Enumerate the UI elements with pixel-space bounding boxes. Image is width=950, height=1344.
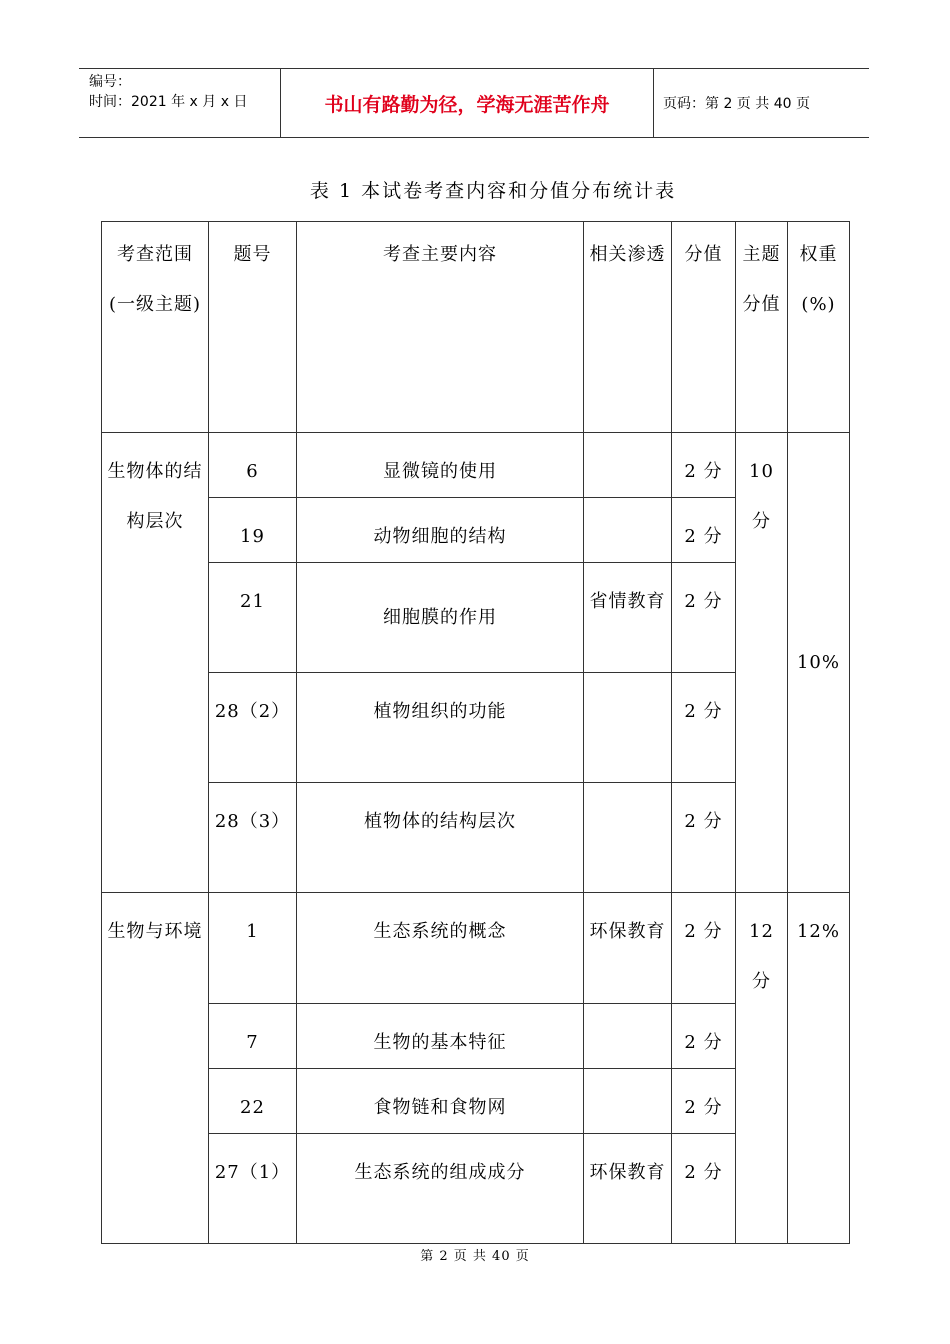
score-cell: 2 分 — [672, 563, 736, 673]
related-cell — [584, 1069, 672, 1134]
question-number-cell: 22 — [209, 1069, 297, 1134]
related-cell — [584, 498, 672, 563]
header-question-number: 题号 — [209, 222, 297, 433]
question-number-cell: 19 — [209, 498, 297, 563]
content-cell: 食物链和食物网 — [297, 1069, 584, 1134]
score-cell: 2 分 — [672, 498, 736, 563]
related-cell: 省情教育 — [584, 563, 672, 673]
related-cell — [584, 433, 672, 498]
related-cell: 环保教育 — [584, 1134, 672, 1244]
header-page-info: 页码：第 2 页 共 40 页 — [663, 96, 810, 112]
content-cell: 动物细胞的结构 — [297, 498, 584, 563]
topic-score-cell: 12 分 — [736, 893, 788, 1244]
header-scope: 考查范围(一级主题) — [102, 222, 209, 433]
question-number-cell: 21 — [209, 563, 297, 673]
score-distribution-table — [101, 221, 850, 1244]
score-cell: 2 分 — [672, 1069, 736, 1134]
header-number-label: 编号： — [89, 74, 131, 90]
header-time: 时间：2021 年 x 月 x 日 — [89, 94, 248, 110]
header-motto: 书山有路勤为径，学海无涯苦作舟 — [324, 93, 610, 116]
content-cell: 植物组织的功能 — [297, 673, 584, 783]
content-cell: 显微镜的使用 — [297, 433, 584, 498]
question-number-cell: 1 — [209, 893, 297, 1004]
header-main-content: 考查主要内容 — [297, 222, 584, 433]
related-cell — [584, 783, 672, 893]
topic-score-cell: 10 分 — [736, 433, 788, 893]
header-meta — [89, 72, 279, 112]
header-divider — [280, 69, 281, 137]
scope-cell: 生物体的结构层次 — [102, 433, 209, 893]
header-related: 相关渗透 — [584, 222, 672, 433]
page-footer: 第 2 页 共 40 页 — [420, 1249, 530, 1264]
question-number-cell: 6 — [209, 433, 297, 498]
header-score: 分值 — [672, 222, 736, 433]
related-cell — [584, 1004, 672, 1069]
table-row — [102, 433, 850, 498]
header-divider — [653, 69, 654, 137]
content-cell: 生物的基本特征 — [297, 1004, 584, 1069]
question-number-cell: 28（2） — [209, 673, 297, 783]
content-cell: 植物体的结构层次 — [297, 783, 584, 893]
related-cell — [584, 673, 672, 783]
page-header — [79, 68, 869, 138]
weight-cell: 10% — [788, 433, 850, 893]
question-number-cell: 27（1） — [209, 1134, 297, 1244]
table-row — [102, 893, 850, 1004]
question-number-cell: 28（3） — [209, 783, 297, 893]
scope-cell: 生物与环境 — [102, 893, 209, 1244]
score-cell: 2 分 — [672, 1134, 736, 1244]
content-cell: 生态系统的组成成分 — [297, 1134, 584, 1244]
score-cell: 2 分 — [672, 783, 736, 893]
question-number-cell: 7 — [209, 1004, 297, 1069]
table-title: 表 1 本试卷考查内容和分值分布统计表 — [309, 180, 677, 202]
related-cell: 环保教育 — [584, 893, 672, 1004]
header-topic-score: 主题分值 — [736, 222, 788, 433]
content-cell: 细胞膜的作用 — [297, 563, 584, 673]
score-cell: 2 分 — [672, 1004, 736, 1069]
score-cell: 2 分 — [672, 893, 736, 1004]
content-cell: 生态系统的概念 — [297, 893, 584, 1004]
weight-cell: 12% — [788, 893, 850, 1244]
table-header-row — [102, 222, 850, 433]
score-cell: 2 分 — [672, 433, 736, 498]
header-weight: 权重(%) — [788, 222, 850, 433]
score-cell: 2 分 — [672, 673, 736, 783]
